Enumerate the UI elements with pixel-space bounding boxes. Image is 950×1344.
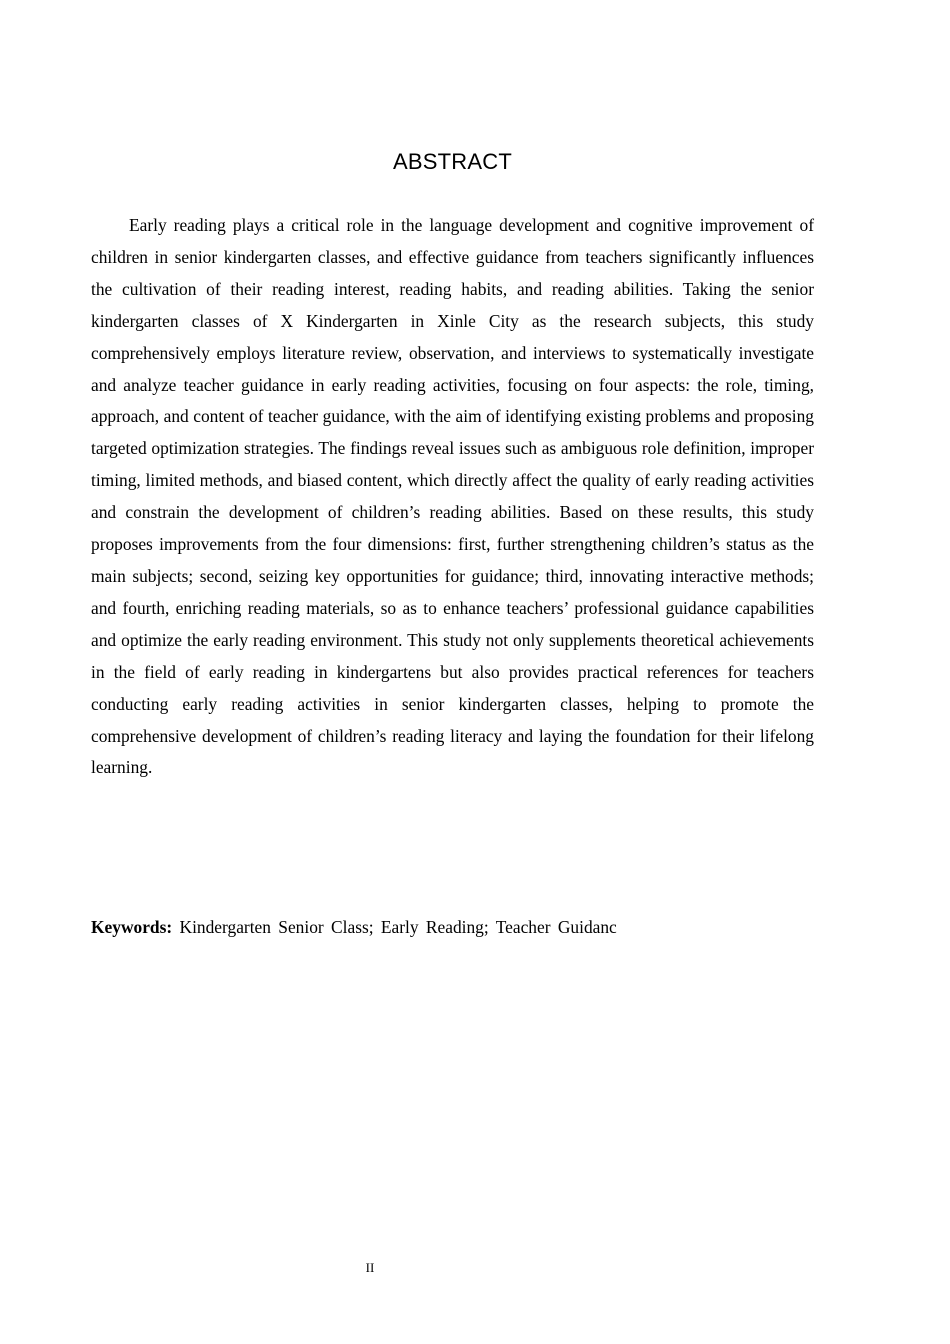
- page-number: II: [365, 1260, 375, 1275]
- keywords-line: [91, 912, 814, 944]
- abstract-title: ABSTRACT: [393, 149, 512, 174]
- keywords-label: Keywords:: [91, 917, 173, 937]
- keywords-text: Kindergarten Senior Class; Early Reading; Teacher Guidanc: [179, 917, 617, 937]
- abstract-body: Early reading plays a critical role in the language development and cognitive improvement of children in senior kindergarten classes, and effective guidance from teachers significantly influences the cultivation of their reading interest, reading habits, and reading abilities. Taking the senior kindergarten classes of X Kindergarten in Xinle City as the research subjects, this study comprehensively employs literature review, observation, and interviews to systematically investigate and analyze teacher guidance in early reading activities, focusing on four aspects: the role, timing, approach, and content of teacher guidance, with the aim of identifying existing problems and proposing targeted optimization strategies. The findings reveal issues such as ambiguous role definition, improper timing, limited methods, and biased content, which directly affect the quality of early reading activities and constrain the development of children’s reading abilities. Based on these results, this study proposes improvements from the four dimensions: first, further strengthening children’s status as the main subjects; second, seizing key opportunities for guidance; third, innovating interactive methods; and fourth, enriching reading materials, so as to enhance teachers’ professional guidance capabilities and optimize the early reading environment. This study not only supplements theoretical achievements in the field of early reading in kindergartens but also provides practical references for teachers conducting early reading activities in senior kindergarten classes, helping to promote the comprehensive development of children’s reading literacy and laying the foundation for their lifelong learning.: [91, 215, 814, 778]
